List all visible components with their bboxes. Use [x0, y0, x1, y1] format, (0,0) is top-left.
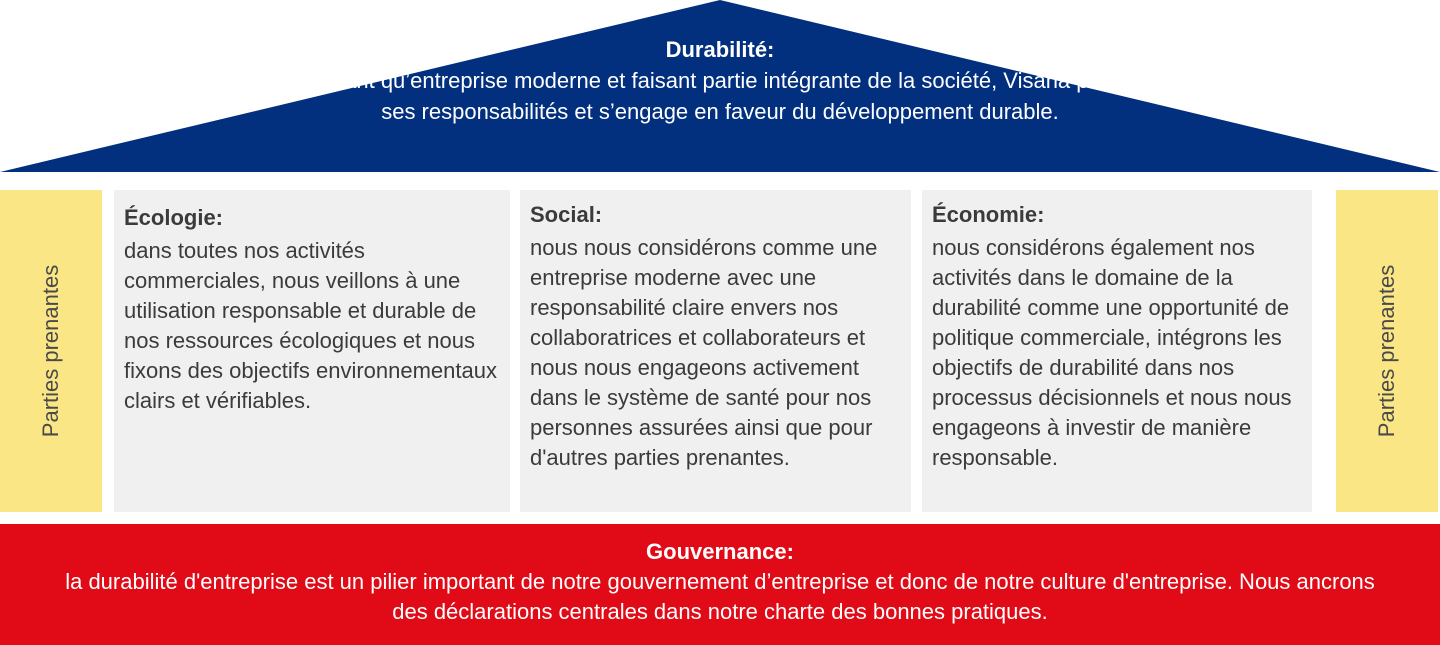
pillar-social-body: nous nous considérons comme une entreprise moderne avec une responsabilité claire envers nos collaboratrices et collaborateurs et nous nous engageons activement dans le système de santé pour nos personnes assurées ainsi que pour d'autres parties prenantes.	[530, 235, 878, 470]
roof-body: en tant qu’entreprise moderne et faisant partie intégrante de la société, Visana prend ses responsabilités et s’engage en faveur du développement durable.	[307, 68, 1133, 124]
roof-text	[300, 34, 1140, 127]
pillar-ecology-title: Écologie:	[124, 205, 224, 230]
pillar-economy-title: Économie:	[932, 202, 1045, 227]
pillar-social-title: Social:	[530, 202, 603, 227]
pillar-economy	[922, 190, 1312, 512]
roof-sustainability	[0, 0, 1440, 175]
foundation-governance	[0, 524, 1440, 645]
pillar-ecology	[114, 190, 510, 512]
pillar-social	[520, 190, 911, 512]
governance-title: Gouvernance:	[646, 539, 794, 564]
pillar-economy-body: nous considérons également nos activités dans le domaine de la durabilité comme une opportunité de politique commerciale, intégrons les objectifs de durabilité dans nos processus décisionnels et nous nous engageons à investir de manière responsable.	[932, 235, 1292, 470]
pillar-ecology-body: dans toutes nos activités commerciales, nous veillons à une utilisation responsable et durable de nos ressources écologiques et nous fixons des objectifs environnementaux clairs et vérifiables.	[124, 238, 497, 413]
governance-body: la durabilité d'entreprise est un pilier important de notre gouvernement d’entreprise et donc de notre culture d'entreprise. Nous ancrons des déclarations centrales dans notre charte des bonnes pratiques.	[65, 569, 1375, 624]
stakeholders-left-column	[0, 190, 102, 512]
roof-title: Durabilité:	[665, 37, 775, 62]
stakeholders-right-label: Parties prenantes	[1374, 264, 1399, 438]
stakeholders-left-label: Parties prenantes	[38, 264, 63, 438]
stakeholders-right-column	[1336, 190, 1438, 512]
